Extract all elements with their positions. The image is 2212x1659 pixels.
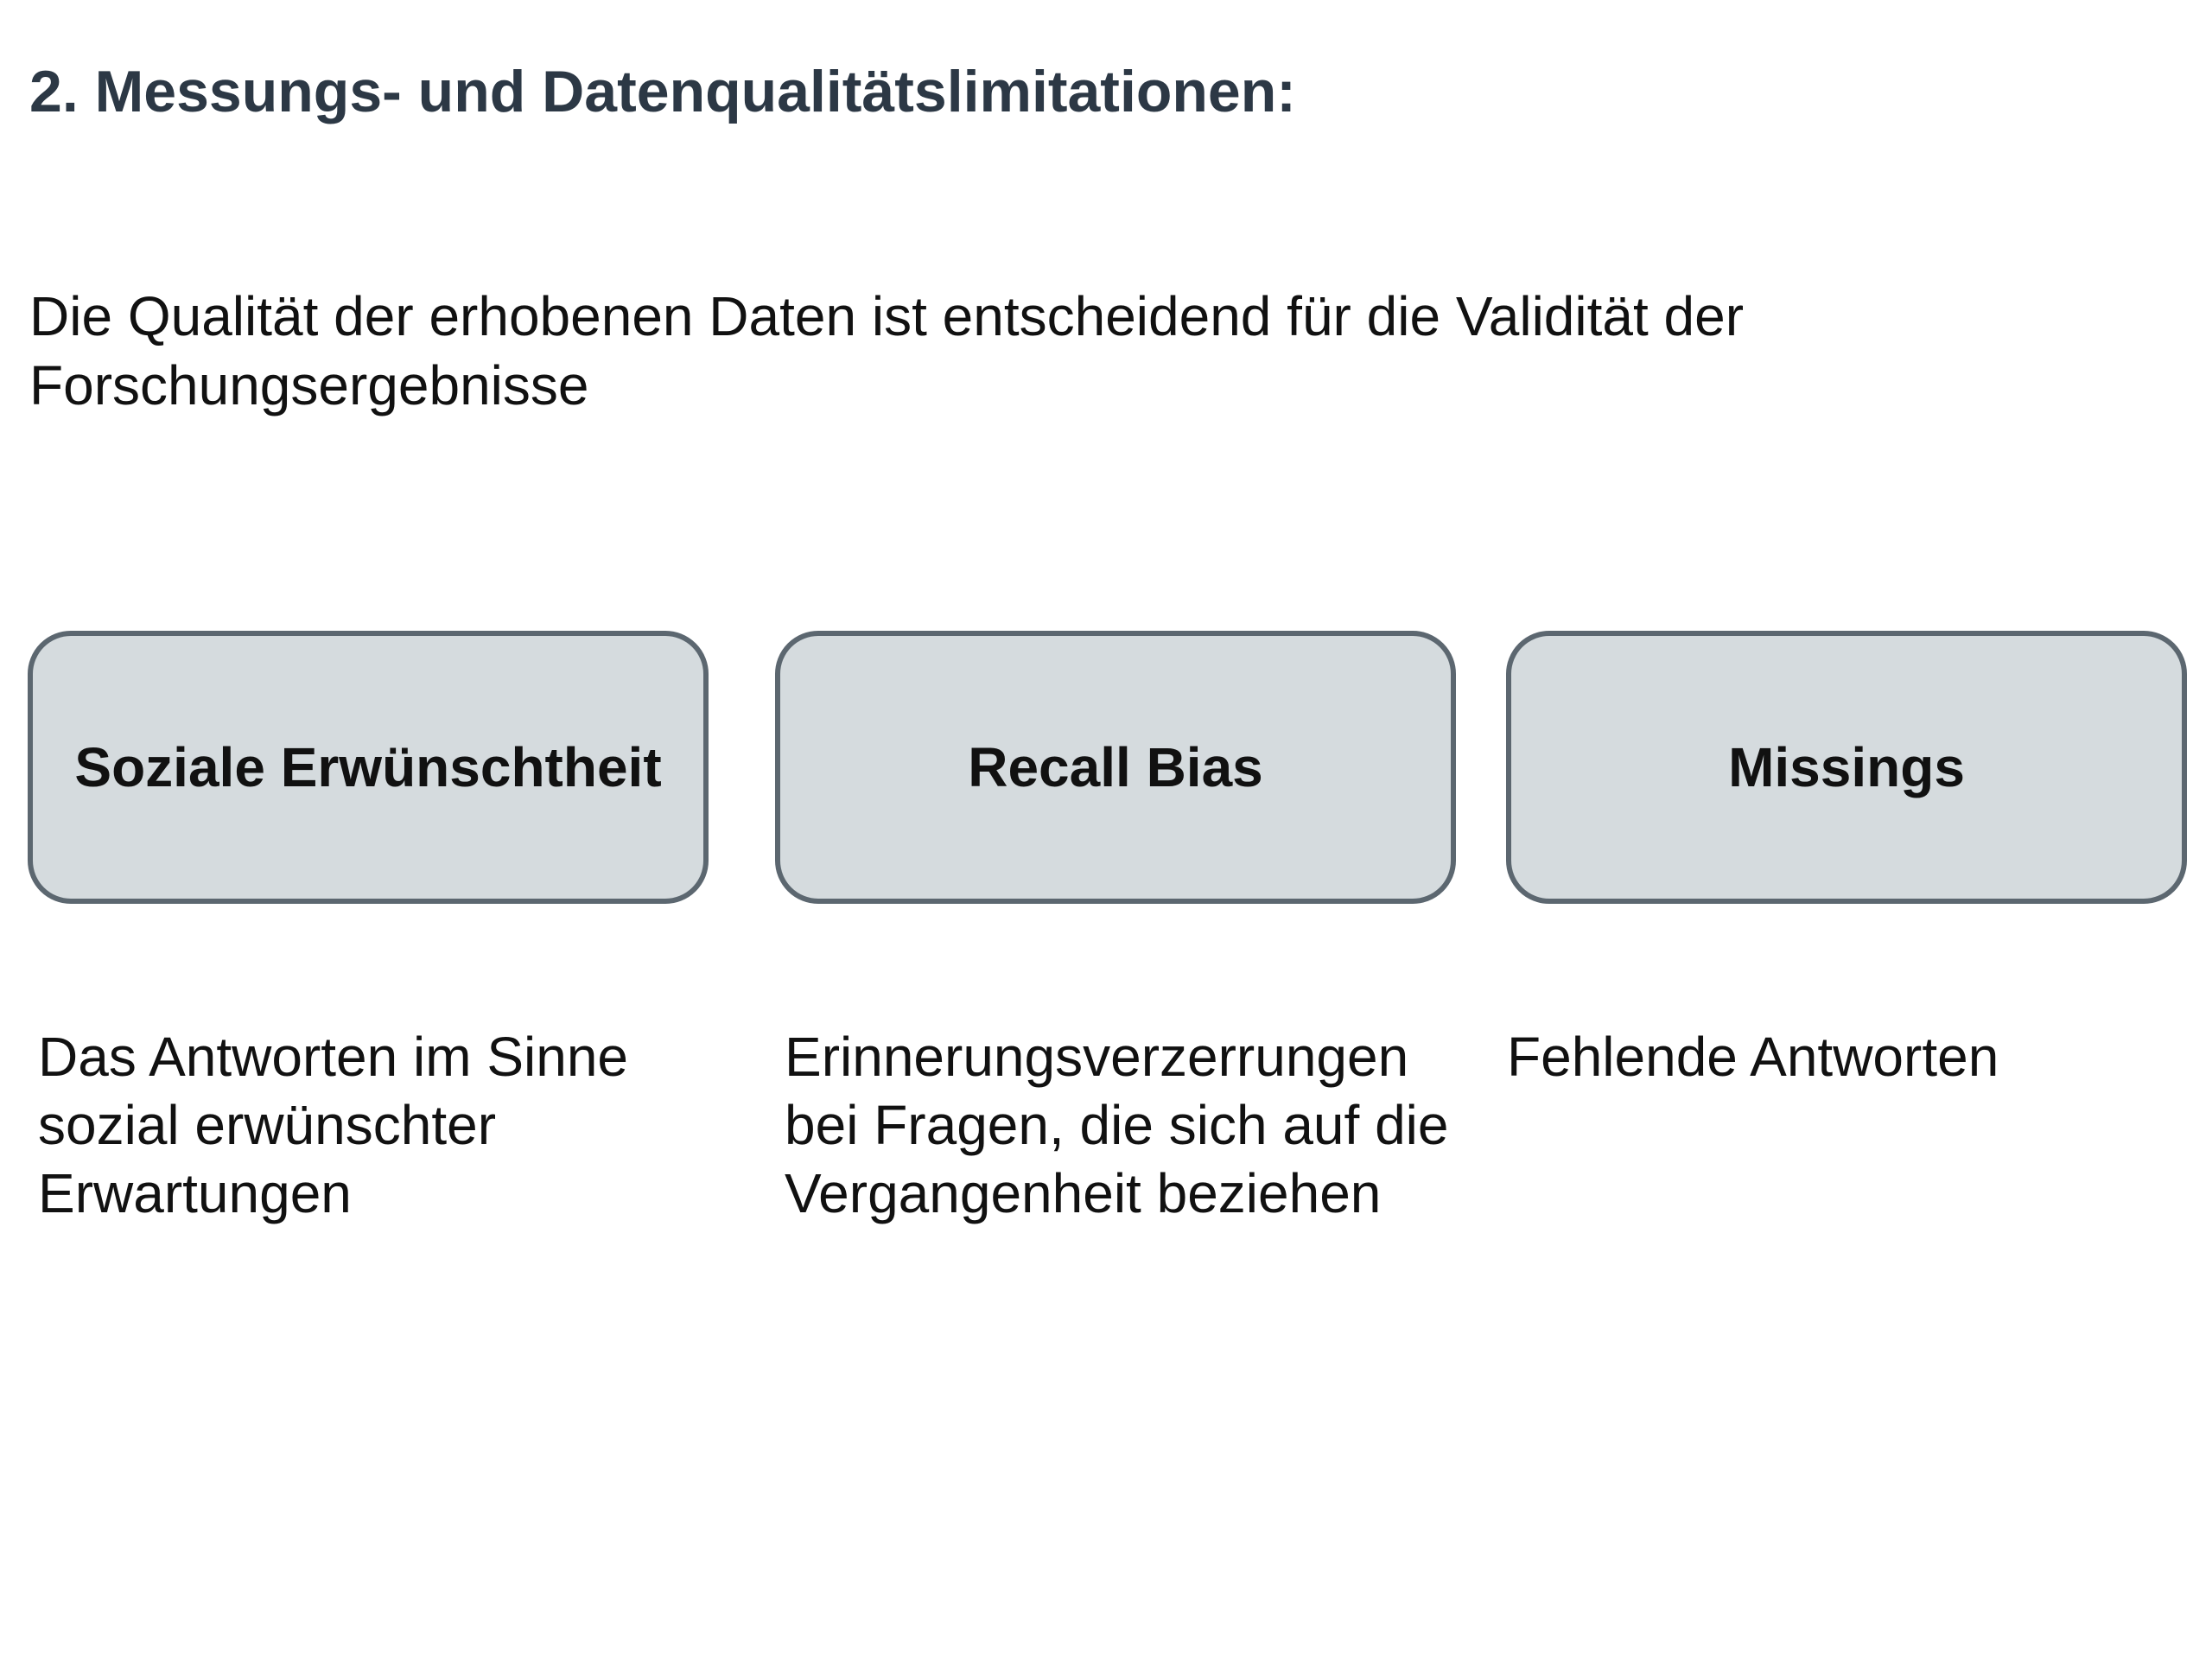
page-title: 2. Messungs- und Datenqualitätslimitationen:: [29, 59, 1296, 124]
intro-text: Die Qualität der erhobenen Daten ist entscheidend für die Validität der Forschungsergebnisse: [29, 285, 1745, 416]
limitation-description-missings: Fehlende Antworten: [1507, 1026, 1999, 1088]
limitation-description-social-desirability: Das Antworten im Sinne sozial erwünschter Erwartungen: [38, 1026, 628, 1224]
limitation-box-missings: [1506, 631, 2187, 904]
limitation-description-recall-bias: Erinnerungsverzerrungen bei Fragen, die sich auf die Vergangenheit beziehen: [785, 1026, 1449, 1224]
limitation-box-label: Soziale Erwünschtheit: [74, 736, 662, 798]
limitation-box-label: Recall Bias: [968, 736, 1263, 798]
limitation-box-recall-bias: [775, 631, 1456, 904]
limitation-box-social-desirability: [28, 631, 709, 904]
limitation-box-label: Missings: [1728, 736, 1965, 798]
